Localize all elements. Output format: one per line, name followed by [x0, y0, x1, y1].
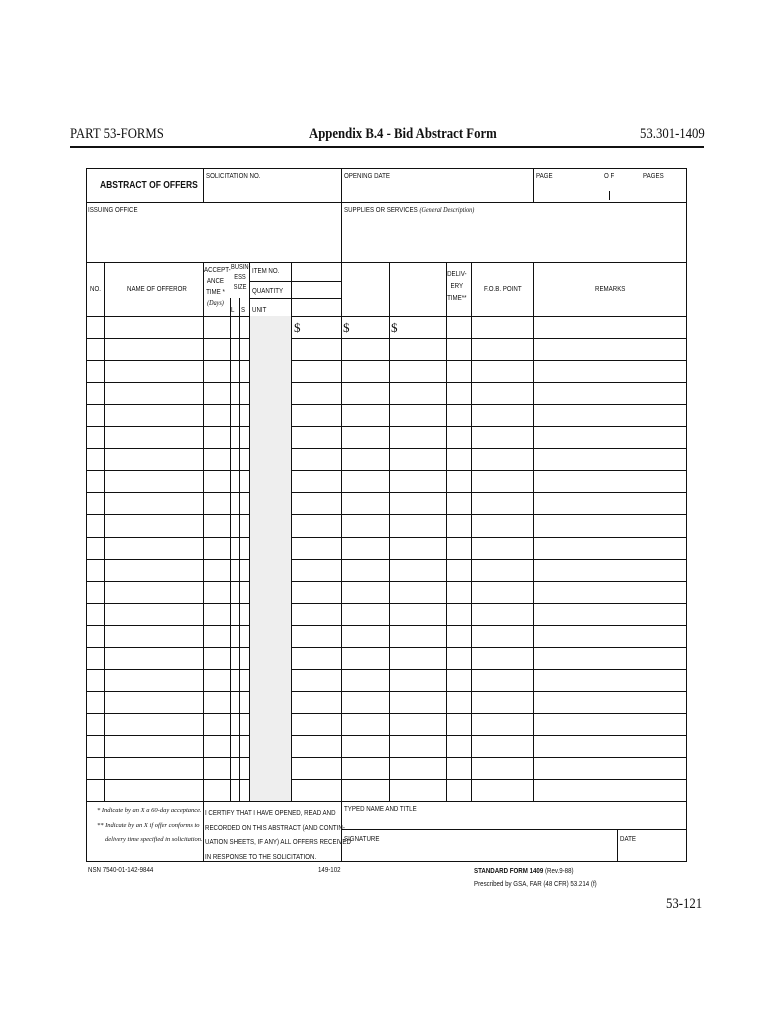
delivery-line: TIME** — [447, 293, 467, 302]
header-section: 53.301-1409 — [640, 126, 705, 142]
certify-line: I CERTIFY THAT I HAVE OPENED, READ AND — [205, 808, 336, 817]
footnote-2: ** Indicate by an X if offer conforms to — [97, 822, 200, 829]
certify-line: RECORDED ON THIS ABSTRACT (AND CONTIN- — [205, 822, 345, 832]
form-title: ABSTRACT OF OFFERS — [100, 180, 198, 191]
certification-text — [205, 806, 351, 864]
col-quantity: QUANTITY — [252, 286, 284, 295]
header-part: PART 53-FORMS — [70, 126, 164, 142]
pages-label: PAGES — [643, 171, 664, 180]
business-l: L — [231, 305, 235, 314]
price-symbol-1: $ — [294, 320, 301, 335]
col-delivery — [447, 268, 467, 304]
price-symbol-3: $ — [391, 320, 398, 335]
business-line: SIZE — [233, 284, 247, 291]
business-s: S — [241, 305, 246, 314]
standard-form-name: STANDARD FORM 1409 — [474, 866, 544, 875]
acceptance-line: ACCEPT- — [204, 265, 231, 274]
supplies-text: SUPPLIES OR SERVICES — [344, 205, 418, 214]
page-number: 53-121 — [666, 896, 703, 912]
col-acceptance — [204, 264, 231, 308]
col-no: NO. — [90, 284, 101, 293]
typed-name-label: TYPED NAME AND TITLE — [344, 804, 417, 813]
supplies-label — [344, 205, 474, 214]
business-line: ESS — [234, 274, 246, 281]
standard-form — [474, 866, 574, 875]
footnote-3: delivery time specified in solicitation. — [105, 836, 203, 843]
delivery-line: DELIV- — [447, 269, 467, 278]
col-unit: UNIT — [252, 305, 267, 314]
opening-date-label: OPENING DATE — [344, 171, 391, 180]
of-label: O F — [604, 171, 615, 180]
date-label: DATE — [620, 834, 636, 843]
col-name-of-offeror: NAME OF OFFEROR — [127, 284, 187, 293]
acceptance-days: (Days) — [207, 298, 224, 307]
col-item-no: ITEM NO. — [252, 266, 280, 275]
col-fob-point: F.O.B. POINT — [484, 284, 522, 293]
col-remarks: REMARKS — [595, 284, 626, 293]
delivery-line: ERY — [450, 281, 464, 290]
certify-line: UATION SHEETS, IF ANY) ALL OFFERS RECEIVED — [205, 837, 351, 846]
quantity-column-shade — [250, 316, 291, 801]
certify-line: IN RESPONSE TO THE SOLICITATION. — [205, 851, 317, 861]
solicitation-no-label: SOLICITATION NO. — [206, 171, 261, 180]
acceptance-line: TIME * — [206, 287, 225, 296]
supplies-desc: (General Description) — [419, 205, 475, 214]
acceptance-line: ANCE — [206, 276, 225, 285]
form-code: 149-102 — [318, 865, 341, 874]
signature-label: SIGNATURE — [344, 834, 380, 843]
header-title: Appendix B.4 - Bid Abstract Form — [309, 126, 497, 142]
price-symbol-2: $ — [343, 320, 350, 335]
nsn-number: NSN 7540-01-142-9844 — [88, 865, 154, 874]
footnote-1: * Indicate by an X a 60-day acceptance. — [97, 807, 202, 814]
prescribed-by: Prescribed by GSA, FAR (48 CFR) 53.214 (f) — [474, 879, 597, 888]
issuing-office-label: ISSUING OFFICE — [88, 205, 138, 214]
standard-form-rev: (Rev.9-88) — [544, 866, 574, 875]
business-line: BUSIN- — [231, 264, 251, 271]
col-business — [231, 263, 249, 293]
page-label: PAGE — [536, 171, 553, 180]
